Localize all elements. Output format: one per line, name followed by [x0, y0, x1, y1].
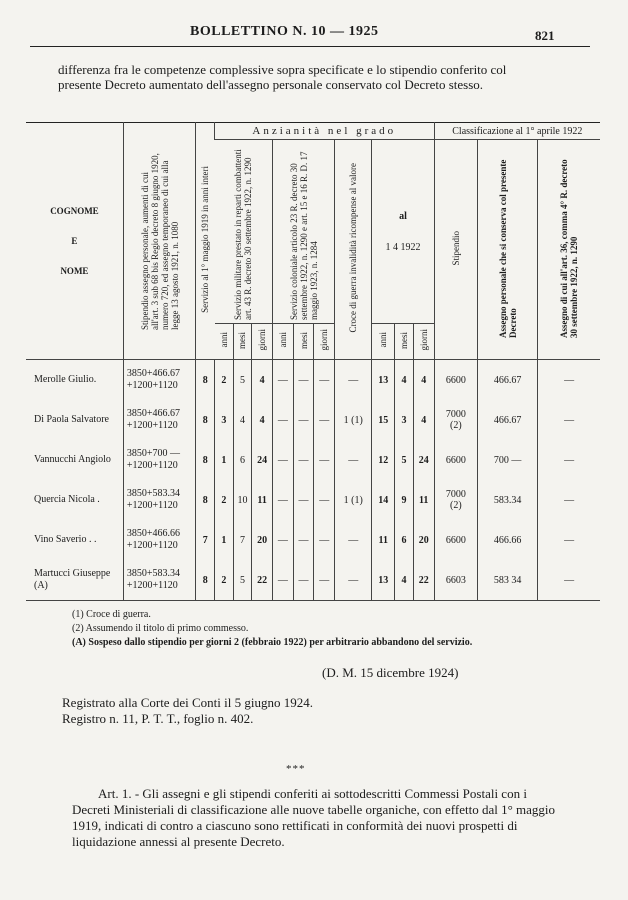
servizio-1919-value: 8 [196, 560, 215, 601]
coloniale-anni: — [273, 400, 294, 440]
militare-anni: 1 [215, 440, 234, 480]
coloniale-mesi: — [293, 400, 314, 440]
article-paragraph: Art. 1. - Gli assegni e gli stipendi conferiti ai sottodescritti Commessi Postali con i Decreti Ministeriali di classificazione alle nuove tabelle organiche, con effetto dal 1° maggio 1919, indicati di contro a ciascuno sono rettificati in conformità dei nuovi prospetti di liquidazione annessi al presente Decreto. [72, 786, 556, 849]
coloniale-mesi: — [293, 440, 314, 480]
coloniale-mesi: — [293, 520, 314, 560]
table-row [26, 360, 600, 401]
table-row [26, 480, 600, 520]
al-mesi: 9 [395, 480, 414, 520]
servizio-1919-value: 8 [196, 480, 215, 520]
militare-anni: 1 [215, 520, 234, 560]
registration-line: Registro n. 11, P. T. T., foglio n. 402. [62, 711, 254, 726]
assegno-value: 466.66 [478, 520, 538, 560]
header-rule [30, 46, 590, 47]
coloniale-mesi: — [293, 560, 314, 601]
unit-giorni: giorni [252, 324, 273, 360]
footnote: (1) Croce di guerra. [72, 609, 151, 620]
coloniale-anni: — [273, 560, 294, 601]
militare-anni: 3 [215, 400, 234, 440]
croce-value: 1 (1) [335, 400, 372, 440]
art36-value: — [538, 360, 600, 401]
assegno-art36-header: Assegno di cui all'art. 36, comma 4° R. decreto 30 settembre 1922, n. 1290 [538, 140, 600, 360]
table-row [26, 440, 600, 480]
unit-anni: anni [273, 324, 294, 360]
militare-giorni: 24 [252, 440, 273, 480]
coloniale-giorni: — [314, 520, 335, 560]
liquidation-table [26, 122, 600, 601]
coloniale-giorni: — [314, 440, 335, 480]
assegno-value: 700 — [478, 440, 538, 480]
stipendio-value: 6600 [434, 440, 478, 480]
footnote: (2) Assumendo il titolo di primo commesso. [72, 623, 249, 634]
employee-amount: 3850+700 — +1200+1120 [123, 440, 196, 480]
assegno-conserva-header: Assegno personale che si conserva col presente Decreto [478, 140, 538, 360]
anzianita-group-header: Anzianità nel grado [215, 123, 435, 140]
croce-value: — [335, 560, 372, 601]
unit-mesi: mesi [233, 324, 252, 360]
militare-mesi: 10 [233, 480, 252, 520]
art36-value: — [538, 560, 600, 601]
croce-value: — [335, 520, 372, 560]
al-date-header [372, 140, 434, 324]
coloniale-giorni: — [314, 480, 335, 520]
unit-giorni: giorni [413, 324, 434, 360]
croce-value: — [335, 440, 372, 480]
coloniale-mesi: — [293, 360, 314, 401]
stipendio-value: 6600 [434, 360, 478, 401]
militare-giorni: 20 [252, 520, 273, 560]
employee-name: Di Paola Salvatore [34, 414, 109, 425]
militare-mesi: 4 [233, 400, 252, 440]
employee-amount: 3850+466.66 +1200+1120 [123, 520, 196, 560]
al-anni: 12 [372, 440, 395, 480]
assegno-value: 583 34 [478, 560, 538, 601]
militare-anni: 2 [215, 360, 234, 401]
militare-anni: 2 [215, 560, 234, 601]
employee-name: Merolle Giulio. [34, 374, 97, 385]
stipendio-value: 6603 [434, 560, 478, 601]
al-giorni: 4 [413, 400, 434, 440]
al-anni: 13 [372, 360, 395, 401]
al-mesi: 4 [395, 560, 414, 601]
assegno-value: 466.67 [478, 360, 538, 401]
page-number: 821 [535, 28, 555, 43]
coloniale-giorni: — [314, 360, 335, 401]
militare-mesi: 6 [233, 440, 252, 480]
footnotes [72, 608, 552, 650]
employee-name: Martucci Giuseppe (A) [26, 560, 123, 601]
table-row [26, 520, 600, 560]
employee-name: Vannucchi Angiolo [34, 454, 111, 465]
art36-value: — [538, 400, 600, 440]
employee-amount: 3850+466.67 +1200+1120 [123, 400, 196, 440]
al-giorni: 24 [413, 440, 434, 480]
croce-header: Croce di guerra invalidità ricompense al valore [335, 140, 372, 360]
header-cognome: COGNOME [50, 206, 99, 216]
employee-name: Quercia Nicola . [34, 494, 100, 505]
unit-anni: anni [372, 324, 395, 360]
art36-value: — [538, 520, 600, 560]
unit-giorni: giorni [314, 324, 335, 360]
classificazione-group-header: Classificazione al 1° aprile 1922 [434, 123, 600, 140]
militare-giorni: 4 [252, 360, 273, 401]
header-e: E [71, 236, 78, 246]
registration [62, 695, 313, 727]
assegno-column-header: Stipendio assegno personale, aumenti di cui all'art. 3 sub 68 bis Regio decreto 8 giugno 1920, numero 720, ed assegno temporaneo di cui alla legge 13 agosto 1921, n. 1080 [123, 123, 196, 360]
name-column-header [26, 123, 123, 360]
employee-name: Vino Saverio . . [34, 534, 97, 545]
militare-mesi: 5 [233, 560, 252, 601]
al-date: 1 4 1922 [385, 241, 421, 253]
unit-mesi: mesi [395, 324, 414, 360]
servizio-militare-header: Servizio militare prestato in reparti combattenti art. 43 R. decreto 30 settembre 1922, n. 1290 [215, 140, 273, 324]
al-mesi: 5 [395, 440, 414, 480]
al-anni: 11 [372, 520, 395, 560]
art36-value: — [538, 480, 600, 520]
coloniale-mesi: — [293, 480, 314, 520]
stipendio-header: Stipendio [434, 140, 478, 360]
coloniale-giorni: — [314, 560, 335, 601]
employee-amount: 3850+583.34 +1200+1120 [123, 560, 196, 601]
stipendio-value: 7000 (2) [434, 400, 478, 440]
al-giorni: 4 [413, 360, 434, 401]
militare-mesi: 7 [233, 520, 252, 560]
employee-amount: 3850+583.34 +1200+1120 [123, 480, 196, 520]
coloniale-giorni: — [314, 400, 335, 440]
stipendio-value: 7000 (2) [434, 480, 478, 520]
militare-giorni: 11 [252, 480, 273, 520]
assegno-value: 466.67 [478, 400, 538, 440]
section-separator: *** [286, 763, 306, 775]
coloniale-anni: — [273, 520, 294, 560]
table-row [26, 560, 600, 601]
servizio-1919-column-header: Servizio al 1° maggio 1919 in anni interi [196, 123, 215, 360]
assegno-value: 583.34 [478, 480, 538, 520]
bulletin-title: BOLLETTINO N. 10 — 1925 [190, 24, 379, 39]
croce-value: 1 (1) [335, 480, 372, 520]
intro-paragraph: differenza fra le competenze complessive sopra specificate e lo stipendio conferito col presente Decreto aumentato dell'assegno personale conservato col Decreto stesso. [58, 62, 507, 92]
footnote: (A) Sospeso dallo stipendio per giorni 2 (febbraio 1922) per arbitrario abbandono del servizio. [72, 637, 473, 648]
al-mesi: 4 [395, 360, 414, 401]
al-label: al [399, 210, 407, 222]
registration-line: Registrato alla Corte dei Conti il 5 giugno 1924. [62, 695, 313, 710]
ministerial-decree-date: (D. M. 15 dicembre 1924) [322, 665, 459, 680]
al-anni: 14 [372, 480, 395, 520]
militare-giorni: 22 [252, 560, 273, 601]
al-anni: 13 [372, 560, 395, 601]
unit-mesi: mesi [293, 324, 314, 360]
header-nome: NOME [60, 266, 89, 276]
al-mesi: 3 [395, 400, 414, 440]
stipendio-value: 6600 [434, 520, 478, 560]
coloniale-anni: — [273, 480, 294, 520]
militare-anni: 2 [215, 480, 234, 520]
servizio-1919-value: 8 [196, 440, 215, 480]
militare-giorni: 4 [252, 400, 273, 440]
al-giorni: 20 [413, 520, 434, 560]
art36-value: — [538, 440, 600, 480]
servizio-coloniale-header: Servizio coloniale articolo 23 R. decreto 30 settembre 1922, n. 1290 e art. 15 e 16 R. D. 17 maggio 1923, n. 1284 [273, 140, 335, 324]
servizio-1919-value: 8 [196, 360, 215, 401]
servizio-1919-value: 7 [196, 520, 215, 560]
servizio-1919-value: 8 [196, 400, 215, 440]
al-giorni: 22 [413, 560, 434, 601]
coloniale-anni: — [273, 440, 294, 480]
croce-value: — [335, 360, 372, 401]
militare-mesi: 5 [233, 360, 252, 401]
al-anni: 15 [372, 400, 395, 440]
coloniale-anni: — [273, 360, 294, 401]
table-row [26, 400, 600, 440]
al-giorni: 11 [413, 480, 434, 520]
employee-amount: 3850+466.67 +1200+1120 [123, 360, 196, 401]
unit-anni: anni [215, 324, 234, 360]
al-mesi: 6 [395, 520, 414, 560]
